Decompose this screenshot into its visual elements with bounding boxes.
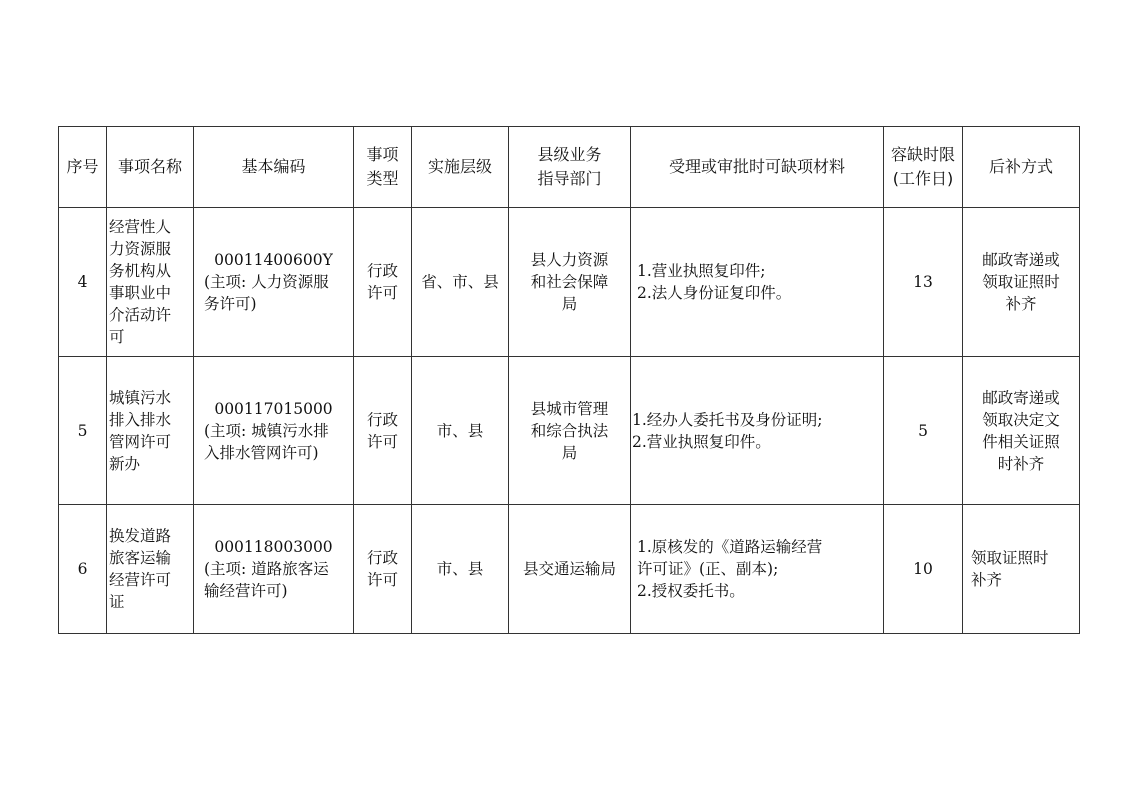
code-note: (主项: 人力资源服 务许可)	[204, 273, 329, 313]
cell-name: 换发道路 旅客运输 经营许可 证	[107, 505, 194, 634]
code-note: (主项: 道路旅客运 输经营许可)	[204, 560, 329, 600]
cell-limit: 5	[884, 357, 963, 505]
cell-code	[194, 357, 354, 505]
table-row	[59, 357, 1080, 505]
header-dept: 县级业务 指导部门	[509, 127, 631, 208]
header-seq: 序号	[59, 127, 107, 208]
cell-type: 行政 许可	[354, 357, 412, 505]
cell-dept: 县交通运输局	[509, 505, 631, 634]
cell-limit: 13	[884, 208, 963, 357]
cell-level: 市、县	[412, 505, 509, 634]
header-code: 基本编码	[194, 127, 354, 208]
cell-dept: 县城市管理 和综合执法 局	[509, 357, 631, 505]
cell-method: 邮政寄递或 领取决定文 件相关证照 时补齐	[963, 357, 1080, 505]
permit-table	[58, 126, 1080, 634]
cell-materials: 1.原核发的《道路运输经营 许可证》(正、副本); 2.授权委托书。	[631, 505, 884, 634]
header-method: 后补方式	[963, 127, 1080, 208]
cell-method: 领取证照时 补齐	[963, 505, 1080, 634]
table-row	[59, 208, 1080, 357]
code-number: 00011400600Y	[214, 251, 333, 269]
cell-type: 行政 许可	[354, 505, 412, 634]
header-type: 事项 类型	[354, 127, 412, 208]
code-number: 000118003000	[214, 538, 333, 556]
cell-level: 市、县	[412, 357, 509, 505]
header-name: 事项名称	[107, 127, 194, 208]
code-number: 000117015000	[214, 399, 333, 418]
cell-materials: 1.经办人委托书及身份证明; 2.营业执照复印件。	[631, 357, 884, 505]
cell-code	[194, 208, 354, 357]
cell-seq: 5	[59, 357, 107, 505]
cell-type: 行政 许可	[354, 208, 412, 357]
header-row	[59, 127, 1080, 208]
cell-materials: 1.营业执照复印件; 2.法人身份证复印件。	[631, 208, 884, 357]
code-note: (主项: 城镇污水排 入排水管网许可)	[204, 421, 329, 462]
cell-level: 省、市、县	[412, 208, 509, 357]
cell-seq: 6	[59, 505, 107, 634]
header-level: 实施层级	[412, 127, 509, 208]
cell-name: 经营性人 力资源服 务机构从 事职业中 介活动许 可	[107, 208, 194, 357]
table-row	[59, 505, 1080, 634]
header-limit: 容缺时限 (工作日)	[884, 127, 963, 208]
cell-limit: 10	[884, 505, 963, 634]
cell-method: 邮政寄递或 领取证照时 补齐	[963, 208, 1080, 357]
cell-name: 城镇污水 排入排水 管网许可 新办	[107, 357, 194, 505]
cell-seq: 4	[59, 208, 107, 357]
cell-code	[194, 505, 354, 634]
cell-dept: 县人力资源 和社会保障 局	[509, 208, 631, 357]
header-materials: 受理或审批时可缺项材料	[631, 127, 884, 208]
